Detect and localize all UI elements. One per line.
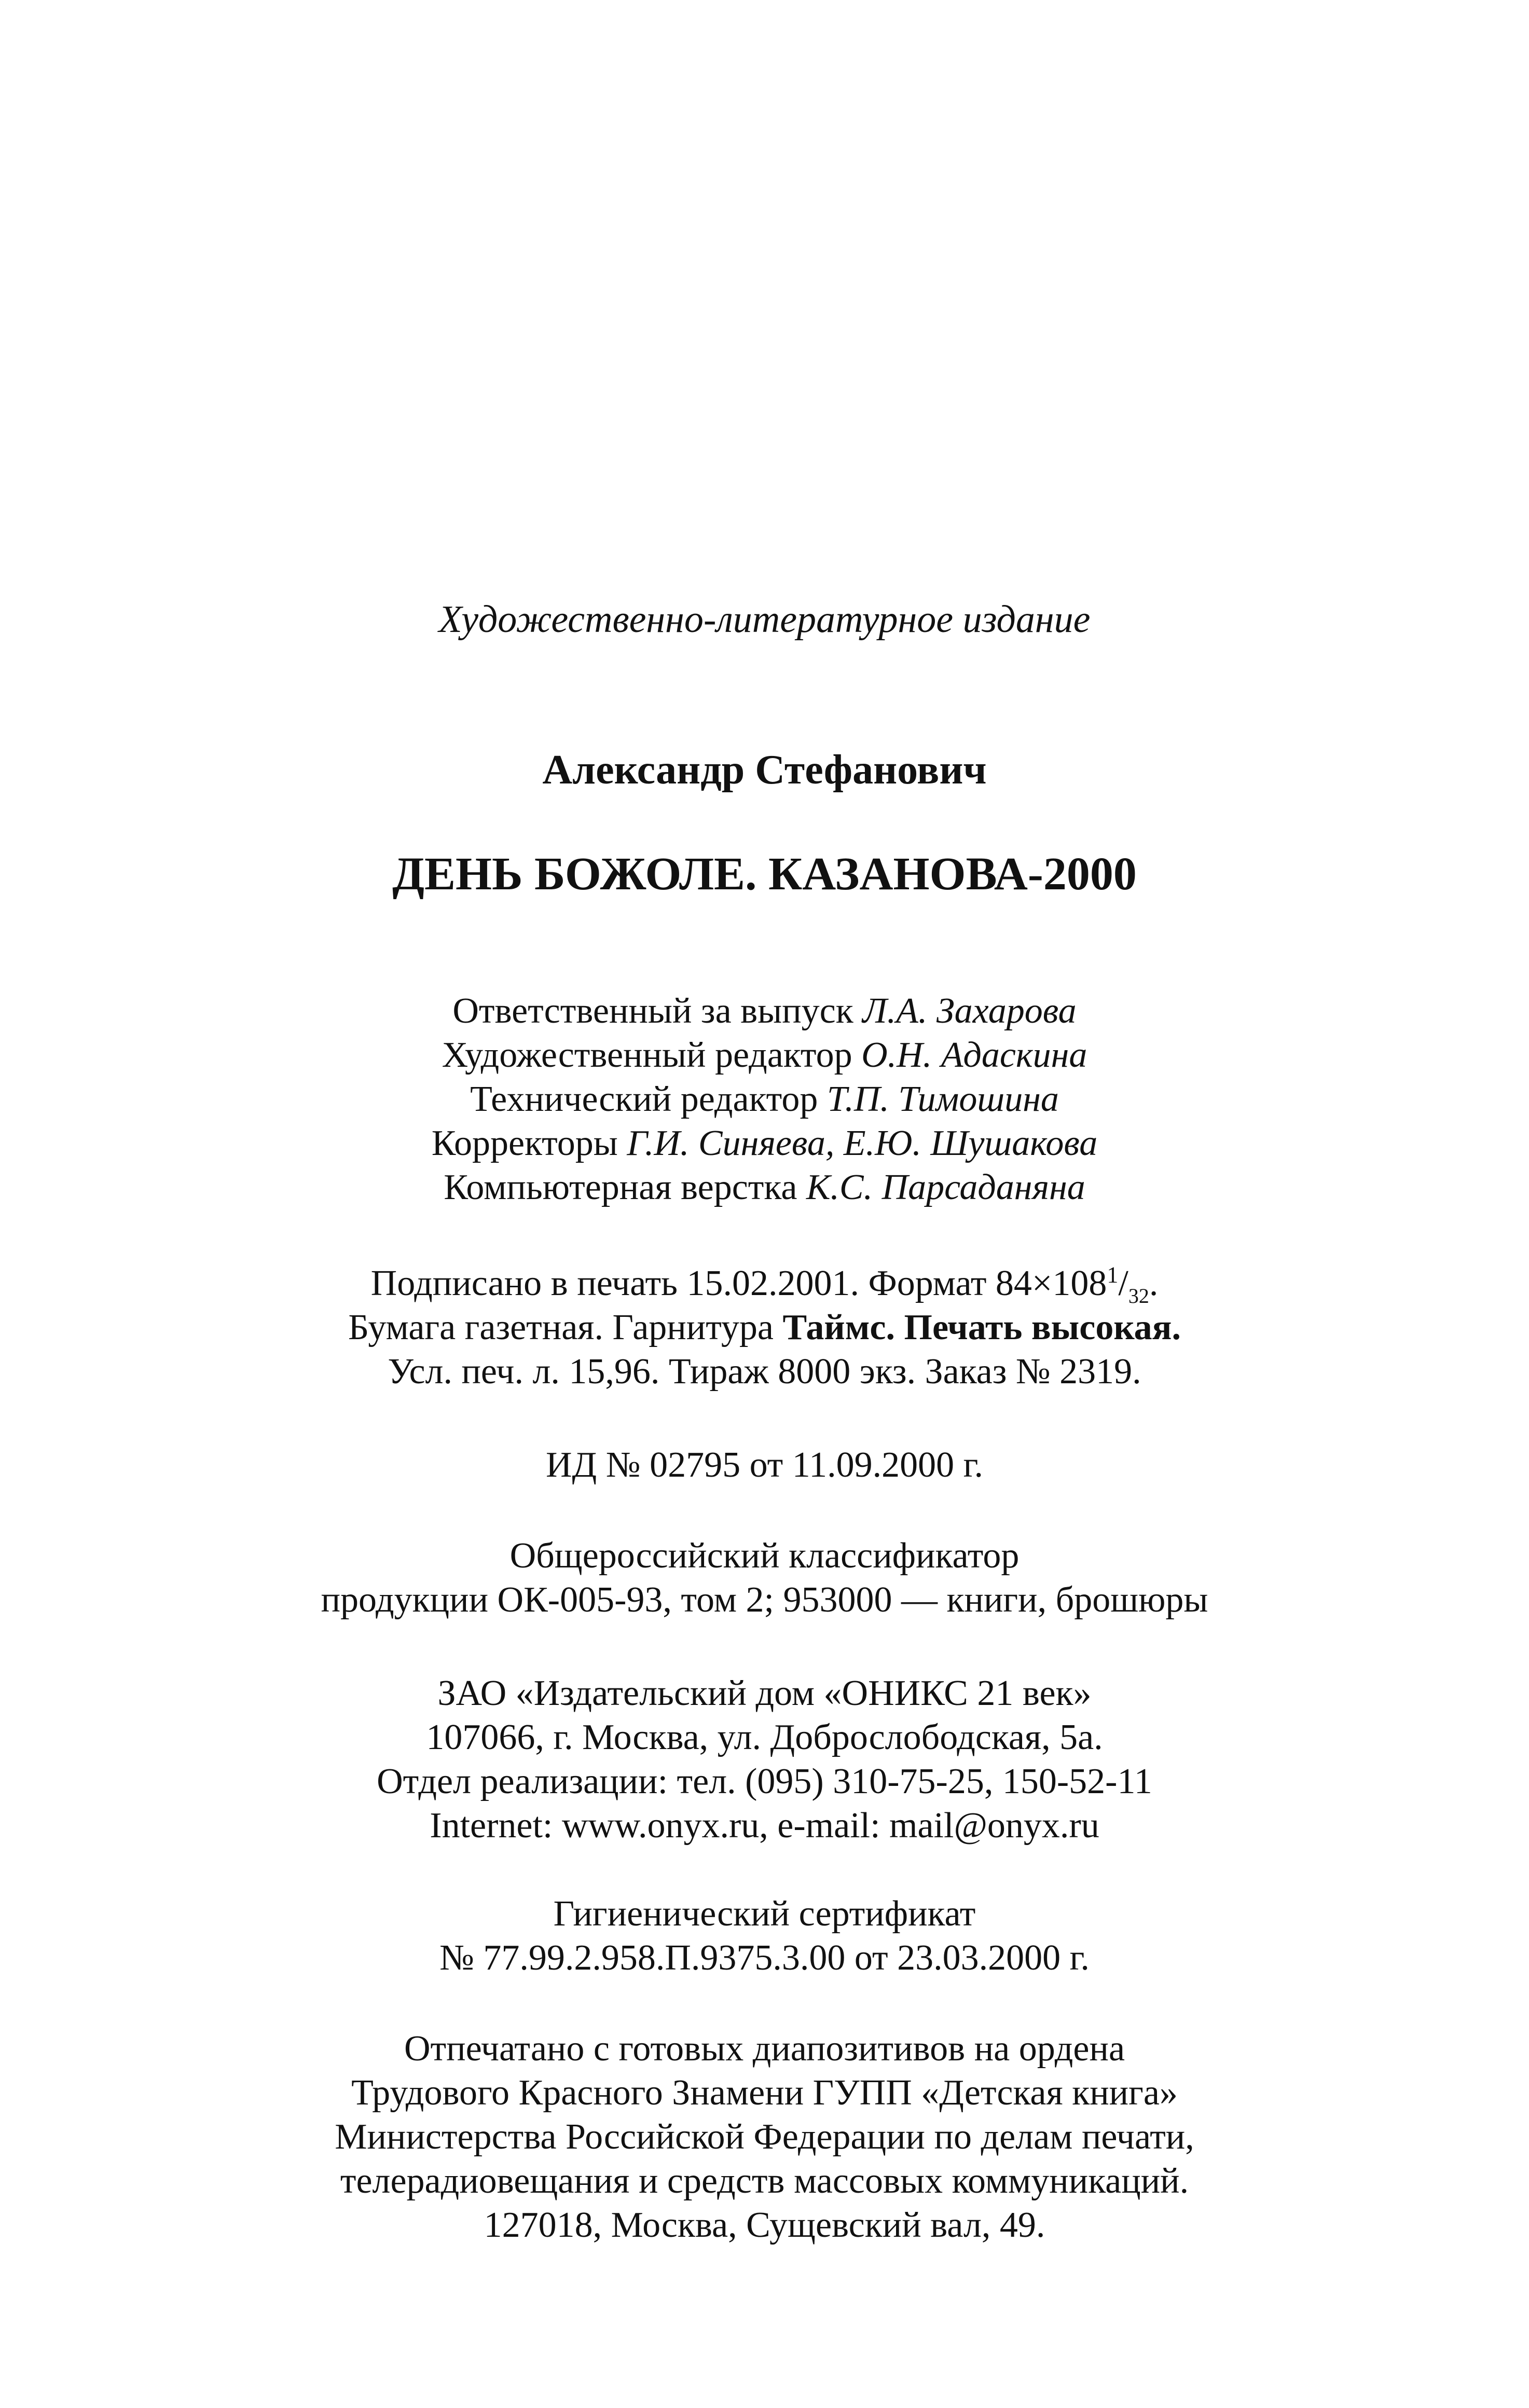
- staff-person: О.Н. Адаскина: [861, 1035, 1087, 1075]
- certificate-number: № 77.99.2.958.П.9375.3.00 от 23.03.2000 г.: [439, 1938, 1090, 1978]
- classifier-line: продукции ОК-005-93, том 2; 953000 — книги, брошюры: [321, 1580, 1208, 1620]
- imprint-label: Художественно-литературное издание: [438, 598, 1091, 641]
- staff-line-proofreaders: [0, 1121, 1529, 1166]
- staff-role: Художественный редактор: [442, 1035, 852, 1075]
- format-fraction-denominator: 32: [1128, 1284, 1149, 1308]
- certificate-title: Гигиенический сертификат: [553, 1894, 976, 1934]
- publisher-phone: Отдел реализации: тел. (095) 310-75-25, 150-52-11: [377, 1762, 1152, 1801]
- staff-line-layout: [0, 1165, 1529, 1210]
- staff-line-tech-editor: [0, 1077, 1529, 1122]
- staff-person: Л.А. Захарова: [862, 991, 1077, 1031]
- format-end: .: [1149, 1263, 1159, 1303]
- staff-role: Корректоры: [431, 1123, 618, 1163]
- format-fraction-slash: /: [1118, 1263, 1128, 1303]
- format-fraction-numerator: 1: [1107, 1262, 1119, 1288]
- printer-line: телерадиовещания и средств массовых коммуникаций.: [340, 2161, 1189, 2201]
- publisher-name: ЗАО «Издательский дом «ОНИКС 21 век»: [437, 1673, 1092, 1713]
- print-typeface: Таймс. Печать высокая.: [782, 1308, 1181, 1347]
- print-signed-text: Подписано в печать 15.02.2001. Формат 84×108: [370, 1263, 1107, 1303]
- print-paper-line: [0, 1305, 1529, 1351]
- staff-person: Г.И. Синяева, Е.Ю. Шушакова: [627, 1123, 1098, 1163]
- author-name: Александр Стефанович: [542, 747, 987, 793]
- staff-person: К.С. Парсаданяна: [806, 1167, 1085, 1207]
- staff-line-responsible: [0, 988, 1529, 1034]
- print-volume-line: Усл. печ. л. 15,96. Тираж 8000 экз. Заказ № 2319.: [388, 1352, 1141, 1392]
- book-title: ДЕНЬ БОЖОЛЕ. КАЗАНОВА-2000: [392, 848, 1137, 900]
- print-paper-text: Бумага газетная. Гарнитура: [348, 1308, 783, 1347]
- staff-role: Технический редактор: [470, 1079, 818, 1119]
- publisher-address: 107066, г. Москва, ул. Доброслободская, 5а.: [426, 1717, 1103, 1757]
- staff-role: Компьютерная верстка: [444, 1167, 797, 1207]
- staff-person: Т.П. Тимошина: [827, 1079, 1059, 1119]
- classifier-line: Общероссийский классификатор: [509, 1536, 1020, 1576]
- publisher-internet: Internet: www.onyx.ru, e-mail: mail@onyx.ru: [430, 1806, 1099, 1846]
- printer-line: Министерства Российской Федерации по делам печати,: [335, 2117, 1194, 2157]
- printer-line: Отпечатано с готовых диапозитивов на ордена: [404, 2029, 1125, 2069]
- staff-line-art-editor: [0, 1033, 1529, 1078]
- print-signed-line: [0, 1261, 1529, 1306]
- printer-address: 127018, Москва, Сущевский вал, 49.: [484, 2205, 1045, 2245]
- printer-line: Трудового Красного Знамени ГУПП «Детская книга»: [351, 2073, 1178, 2113]
- license-line: ИД № 02795 от 11.09.2000 г.: [546, 1445, 983, 1485]
- staff-role: Ответственный за выпуск: [452, 991, 853, 1031]
